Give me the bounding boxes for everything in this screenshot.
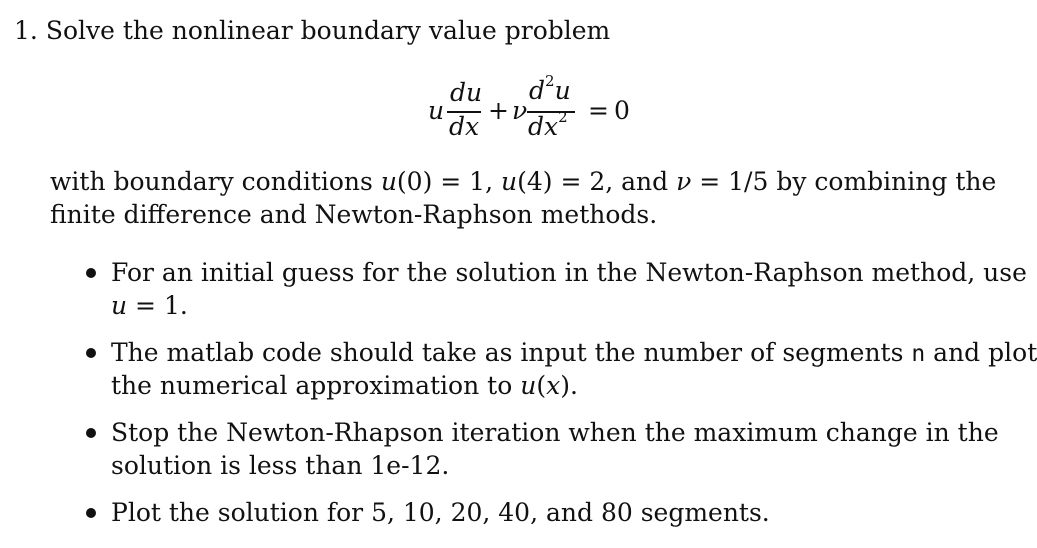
bullet-dot [86,508,96,518]
equation [428,72,648,148]
bullet-3-line2: solution is less than 1e-12. [111,451,450,480]
conditions-line1: with boundary conditions u(0) = 1, u(4) = 2, and ν = 1/5 by combining the [50,167,997,196]
frac2-numerator: $d^2u$ [529,72,571,105]
conditions-line2: finite difference and Newton-Raphson methods. [50,200,658,229]
frac1-numerator: du [450,78,483,107]
eq-nu: ν [512,96,528,125]
frac2-denominator: $dx^2$ [528,108,568,141]
bullet-dot [86,428,96,438]
bullet-2-line1: The matlab code should take as input the number of segments n and plot [111,338,1037,367]
bullet-1-line2: u = 1. [111,291,188,320]
eq-rhs: 0 [614,96,630,125]
eq-plus: + [488,96,509,125]
problem-heading [14,14,610,47]
eq-u: u [428,96,445,125]
bullet-4-line1: Plot the solution for 5, 10, 20, 40, and 80 segments. [111,498,770,527]
bullet-2-line2: the numerical approximation to u(x). [111,371,578,400]
eq-equals: = [588,96,609,125]
problem-intro: Solve the nonlinear boundary value problem [45,16,611,45]
bullet-1-line1: For an initial guess for the solution in the Newton-Raphson method, use [111,258,1027,287]
bullet-dot [86,348,96,358]
bullet-3-line1: Stop the Newton-Rhapson iteration when the maximum change in the [111,418,999,447]
frac1-denominator: dx [449,112,480,141]
bullet-dot [86,268,96,278]
problem-number: 1. [14,16,38,45]
